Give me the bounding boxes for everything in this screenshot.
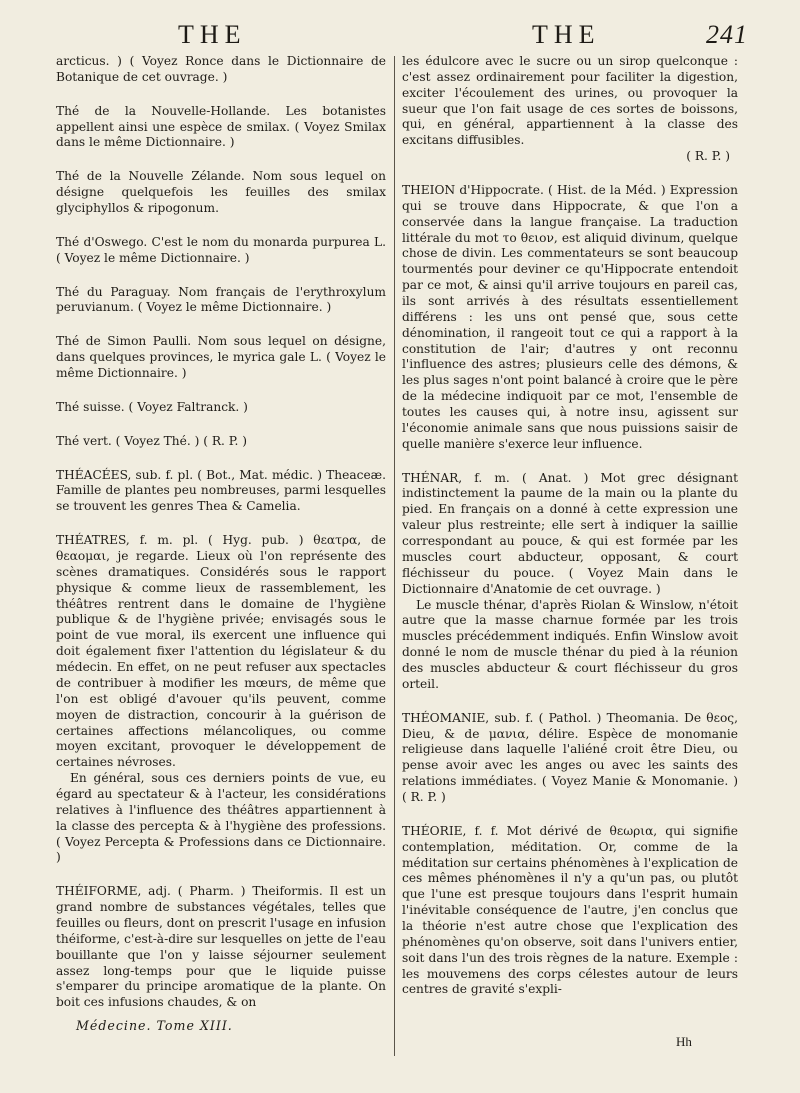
article-paragraph: THÉACÉES, sub. f. pl. ( Bot., Mat. médic. ) Theaceæ. Famille de plantes peu nombreuses, parmi lesquelles se trouvent les genres Thea & Camelia. xyxy=(56,467,386,514)
article-paragraph: THÉNAR, f. m. ( Anat. ) Mot grec désignant indistinctement la paume de la main ou la plante du pied. En français on a donné à cette expression une valeur plus restreinte; elle sert à indiquer la saillie correspondant au pouce, & qui est formée par les muscles court abducteur, opposant, & court fléchisseur du pouce. ( Voyez Main dans le Dictionnaire d'Anatomie de cet ouvrage. ) xyxy=(402,470,738,596)
article-paragraph: Thé vert. ( Voyez Thé. ) ( R. P. ) xyxy=(56,433,248,448)
article-paragraph: Thé de la Nouvelle-Hollande. Les botanistes appellent ainsi une espèce de smilax. ( Voyez Smilax dans le même Dictionnaire. ) xyxy=(56,103,386,150)
article-paragraph: Le muscle thénar, d'après Riolan & Winslow, n'étoit autre que la masse charnue formée par les trois muscles précédemment indiqués. Enfin Winslow avoit donné le nom de muscle thénar du pied à la réunion des muscles abducteur & court fléchisseur du gros orteil. xyxy=(402,597,738,691)
article-paragraph: Thé suisse. ( Voyez Faltranck. ) xyxy=(56,399,248,414)
article-paragraph: Thé de Simon Paulli. Nom sous lequel on désigne, dans quelques provinces, le myrica gale L. ( Voyez le même Dictionnaire. ) xyxy=(56,334,386,381)
article-paragraph: ( R. P. ) xyxy=(686,149,730,164)
page-number: 241 xyxy=(706,20,748,49)
article-paragraph: arcticus. ) ( Voyez Ronce dans le Dictionnaire de Botanique de cet ouvrage. ) xyxy=(56,54,386,84)
article-paragraph: THEION d'Hippocrate. ( Hist. de la Méd. ) Expression qui se trouve dans Hippocrate, & que l'on a conservée dans la langue française. La traduction littérale du mot το θειον, est aliquid divinum, quelque chose de divin. Les commentateurs se sont beaucoup tourmentés pour deviner ce qu'Hippocrate entendoit par ce mot, & ainsi qu'il arrive toujours en pareil cas, ils sont arrivés à des résultats essentiellement différens : les uns ont pensé que, sous cette dénomination, il rangeoit tout ce qui a rapport à la constitution de l'air; d'autres y ont reconnu l'influence des astres; plusieurs celle des démons, & les plus sages n'ont point balancé à croire que le père de la médecine indiquoit par ce mot, l'ensemble de toutes les causes qui, à notre insu, agissent sur l'économie animale sans que nous puissions saisir de quelle manière s'exerce leur influence. xyxy=(402,183,738,451)
left-column xyxy=(56,54,386,1011)
article-paragraph: les édulcore avec le sucre ou un sirop quelconque : c'est assez ordinairement pour faciliter la digestion, exciter l'écoulement des urines, ou provoquer la sueur que l'on fait usage de ces sortes de boissons, qui, en général, appartiennent à la classe des excitans diffusibles. xyxy=(402,54,738,148)
article-paragraph: En général, sous ces derniers points de vue, eu égard au spectateur & à l'acteur, les considérations relatives à l'influence des théâtres appartiennent à la classe des percepta & à l'hygiène des professions. ( Voyez Percepta & Professions dans ce Dictionnaire. ) xyxy=(56,771,386,865)
article-paragraph: THÉATRES, f. m. pl. ( Hyg. pub. ) θεατρα, de θεαομαι, je regarde. Lieux où l'on représente des scènes dramatiques. Considérés sous le rapport physique & comme lieux de rassemblement, les théâtres rentrent dans le domaine de l'hygiène publique & de l'hygiène privée; envisagés sous le point de vue moral, ils exercent une influence qui doit également fixer l'attention du législateur & du médecin. En effet, on ne peut refuser aux spectacles de contribuer à modifier les mœurs, de même que l'on est obligé d'avouer qu'ils peuvent, comme moyen de distraction, concourir à la guérison de certaines affections mélancoliques, ou comme moyen excitant, provoquer le développement de certaines névroses. xyxy=(56,533,386,770)
article-paragraph: THÉOMANIE, sub. f. ( Pathol. ) Theomania. De θεος, Dieu, & de μανια, délire. Espèce de monomanie religieuse dans laquelle l'aliéné croit être Dieu, ou pense avoir avec les anges ou avec les saints des relations immédiates. ( Voyez Manie & Monomanie. ) ( R. P. ) xyxy=(402,710,738,804)
running-head-left: THE xyxy=(178,20,247,49)
article-paragraph: Thé du Paraguay. Nom français de l'erythroxylum peruvianum. ( Voyez le même Dictionnaire. ) xyxy=(56,284,386,315)
footer-volume: Médecine. Tome XIII. xyxy=(76,1018,233,1033)
running-head-right: THE xyxy=(532,20,601,49)
article-paragraph: THÉORIE, f. f. Mot dérivé de θεωρια, qui signifie contemplation, méditation. Or, comme de la méditation sur certains phénomènes à l'explication de ces mêmes phénomènes il n'y a qu'un pas, ou plutôt que l'une est presque toujours dans l'esprit humain l'inévitable conséquence de l'autre, j'en conclus que la théorie n'est autre chose que l'explication des phénomènes qu'on observe, soit dans l'univers entier, soit dans l'un des trois règnes de la nature. Exemple : les mouvemens des corps célestes autour de leurs centres de gravité s'expli- xyxy=(402,823,738,997)
article-paragraph: Thé de la Nouvelle Zélande. Nom sous lequel on désigne quelquefois les feuilles des smilax glyciphyllos & ripogonum. xyxy=(56,169,386,216)
article-paragraph: THÉIFORME, adj. ( Pharm. ) Theiformis. Il est un grand nombre de substances végétales, telles que feuilles ou fleurs, dont on prescrit l'usage en infusion théiforme, c'est-à-dire sur lesquelles on jette de l'eau bouillante que l'on y laisse séjourner seulement assez long-temps pour que le liquide puisse s'emparer du principe aromatique de la plante. On boit ces infusions chaudes, & on xyxy=(56,884,386,1010)
right-column xyxy=(402,54,738,998)
signature-mark: Hh xyxy=(676,1034,692,1049)
running-header xyxy=(0,20,800,54)
column-rule xyxy=(394,56,395,1056)
article-paragraph: Thé d'Oswego. C'est le nom du monarda purpurea L. ( Voyez le même Dictionnaire. ) xyxy=(56,234,386,265)
